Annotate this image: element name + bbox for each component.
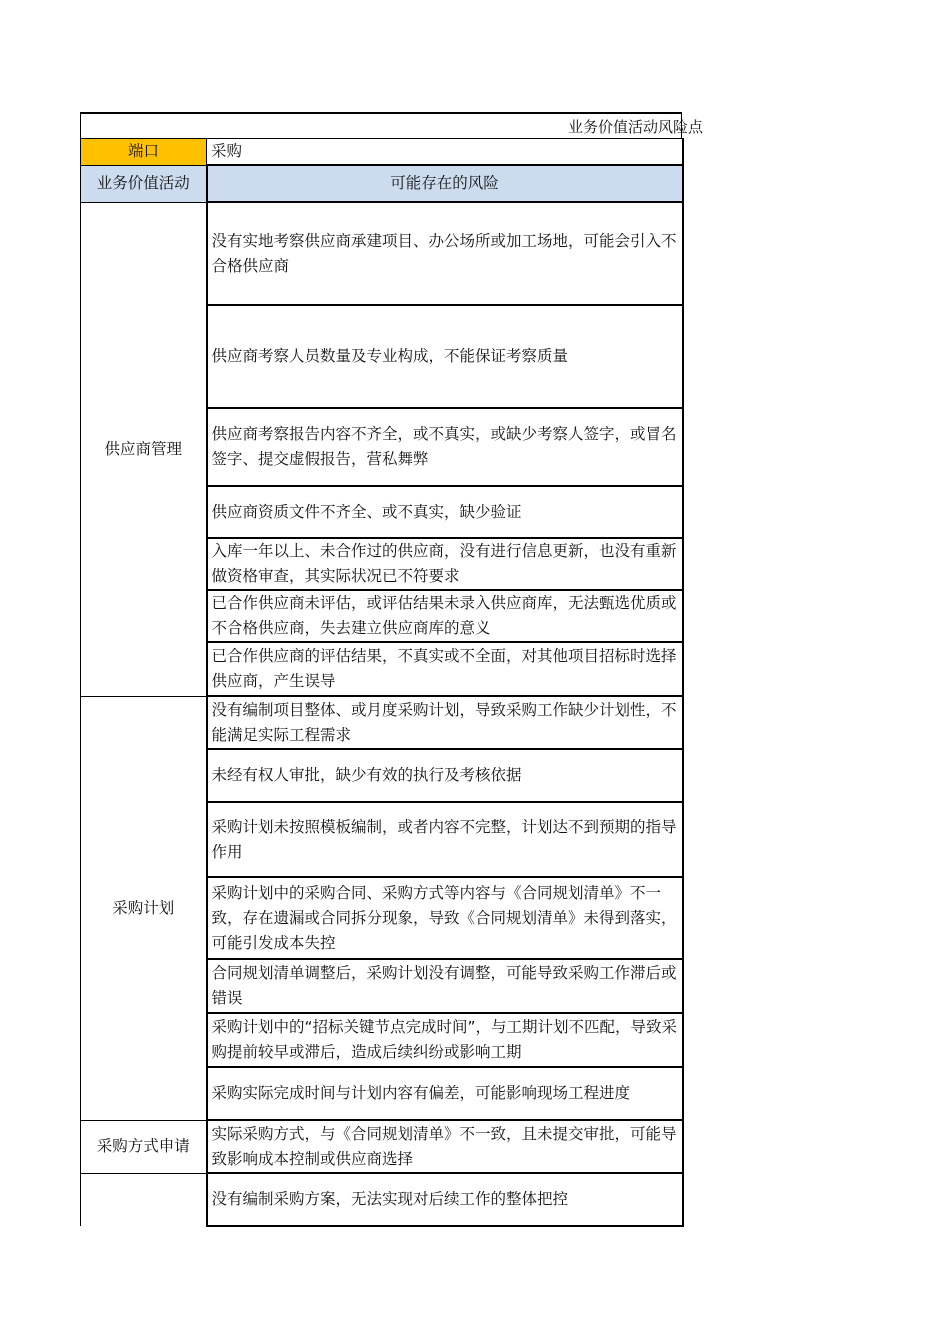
risk-cell: 没有编制采购方案，无法实现对后续工作的整体把控 [207, 1173, 683, 1226]
risk-cell: 采购实际完成时间与计划内容有偏差，可能影响现场工程进度 [207, 1067, 683, 1120]
header-risk: 可能存在的风险 [207, 165, 683, 202]
sheet-title: 业务价值活动风险点 [567, 118, 703, 136]
risk-cell: 供应商资质文件不齐全、或不真实，缺少验证 [207, 486, 683, 538]
risk-cell: 没有实地考察供应商承建项目、办公场所或加工场地，可能会引入不合格供应商 [207, 202, 683, 305]
port-value: 采购 [207, 139, 683, 166]
risk-cell: 采购计划中的采购合同、采购方式等内容与《合同规划清单》不一致，存在遗漏或合同拆分现象，导致《合同规划清单》未得到落实，可能引发成本失控 [207, 877, 683, 959]
activity-cell: 采购方式申请 [81, 1120, 207, 1173]
risk-cell: 合同规划清单调整后，采购计划没有调整，可能导致采购工作滞后或错误 [207, 959, 683, 1013]
port-label: 端口 [81, 139, 207, 166]
header-activity: 业务价值活动 [81, 165, 207, 202]
risk-cell: 入库一年以上、未合作过的供应商，没有进行信息更新，也没有重新做资格审查，其实际状况已不符要求 [207, 538, 683, 590]
risk-cell: 已合作供应商未评估，或评估结果未录入供应商库，无法甄选优质或不合格供应商，失去建立供应商库的意义 [207, 590, 683, 642]
activity-cell: 供应商管理 [81, 202, 207, 696]
activity-cell: 采购计划 [81, 696, 207, 1120]
risk-cell: 没有编制项目整体、或月度采购计划，导致采购工作缺少计划性，不能满足实际工程需求 [207, 696, 683, 749]
activity-cell [81, 1173, 207, 1226]
risk-cell: 供应商考察报告内容不齐全，或不真实，或缺少考察人签字，或冒名签字、提交虚假报告，营私舞弊 [207, 408, 683, 486]
risk-cell: 采购计划中的“招标关键节点完成时间”，与工期计划不匹配，导致采购提前较早或滞后，造成后续纠纷或影响工期 [207, 1013, 683, 1067]
risk-cell: 实际采购方式，与《合同规划清单》不一致，且未提交审批，可能导致影响成本控制或供应商选择 [207, 1120, 683, 1173]
risk-cell: 已合作供应商的评估结果，不真实或不全面，对其他项目招标时选择供应商，产生误导 [207, 642, 683, 696]
sheet-title-row [80, 112, 703, 138]
risk-cell: 未经有权人审批，缺少有效的执行及考核依据 [207, 749, 683, 802]
spreadsheet [80, 112, 703, 1227]
risk-cell: 采购计划未按照模板编制，或者内容不完整，计划达不到预期的指导作用 [207, 802, 683, 877]
risk-cell: 供应商考察人员数量及专业构成，不能保证考察质量 [207, 305, 683, 408]
risk-table [80, 138, 684, 1227]
